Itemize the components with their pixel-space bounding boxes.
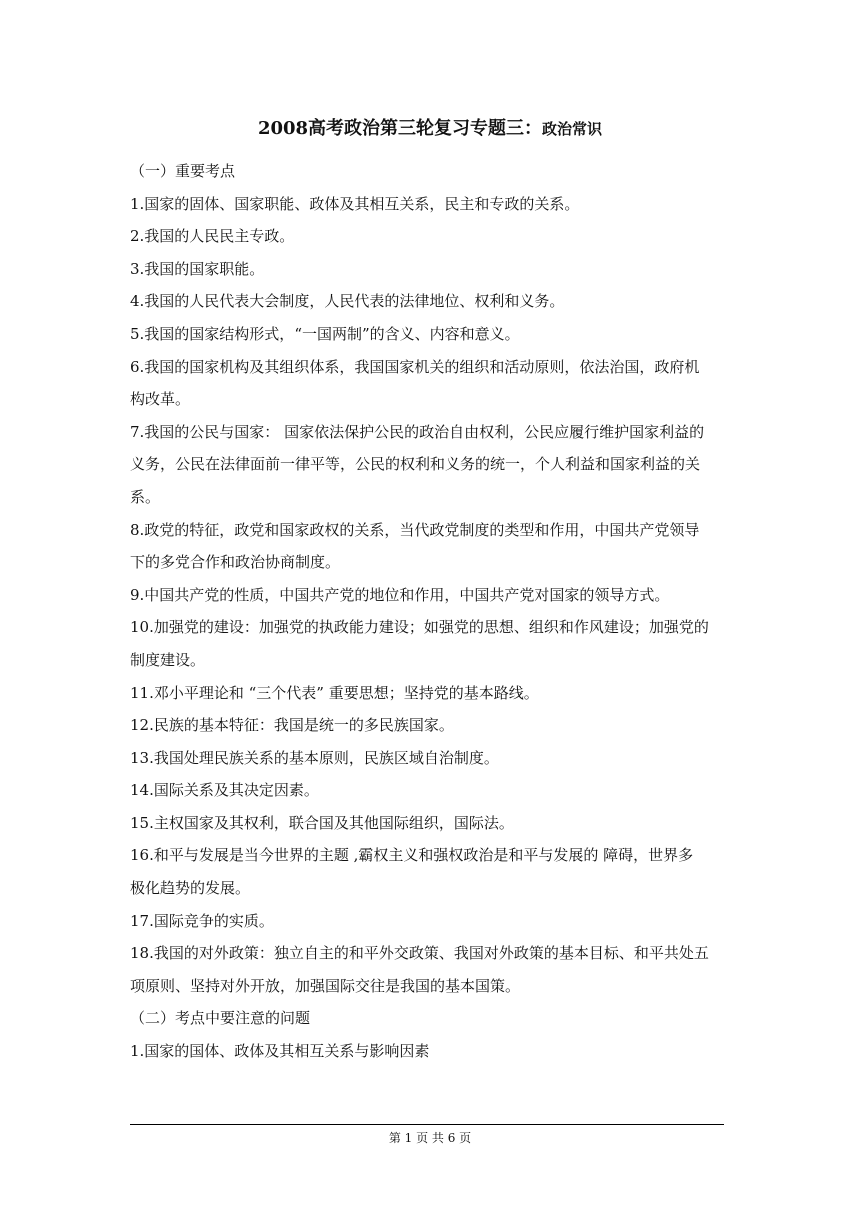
title-sub: 政治常识 (542, 120, 603, 138)
text-line: 11.邓小平理论和 “三个代表” 重要思想；坚持党的基本路线。 (130, 683, 539, 702)
text-line: 6.我国的国家机构及其组织体系，我国国家机关的组织和活动原则，依法治国，政府机 (130, 357, 700, 376)
page-title (0, 117, 860, 141)
text-line: 16.和平与发展是当今世界的主题 ,霸权主义和强权政治是和平与发展的 障碍，世界多 (130, 846, 694, 865)
text-line: 1.国家的固体、国家职能、政体及其相互关系，民主和专政的关系。 (130, 194, 580, 213)
text-line: 9.中国共产党的性质，中国共产党的地位和作用，中国共产党对国家的领导方式。 (130, 585, 670, 604)
text-line: 15.主权国家及其权利，联合国及其他国际组织，国际法。 (130, 813, 514, 832)
text-line: 2.我国的人民民主专政。 (130, 227, 295, 246)
text-line: 下的多党合作和政治协商制度。 (130, 553, 341, 572)
title-main: 2008高考政治第三轮复习专题三： (257, 118, 543, 139)
text-line: 8.政党的特征，政党和国家政权的关系，当代政党制度的类型和作用，中国共产党领导 (130, 520, 700, 539)
text-line: 构改革。 (130, 390, 191, 409)
text-line: （一）重要考点 (130, 162, 236, 180)
text-line: 制度建设。 (130, 650, 206, 669)
text-line: 7.我国的公民与国家： 国家依法保护公民的政治自由权利，公民应履行维护国家利益的 (130, 422, 705, 441)
footer-divider (130, 1124, 724, 1125)
text-line: 12.民族的基本特征：我国是统一的多民族国家。 (130, 716, 454, 735)
text-line: 17.国际竞争的实质。 (130, 911, 274, 930)
text-line: （二）考点中要注意的问题 (130, 1009, 311, 1028)
text-line: 14.国际关系及其决定因素。 (130, 781, 319, 800)
text-line: 系。 (130, 487, 161, 506)
text-line: 项原则、坚持对外开放，加强国际交往是我国的基本国策。 (130, 976, 521, 995)
text-line: 义务，公民在法律面前一律平等，公民的权利和义务的统一，个人利益和国家利益的关 (130, 455, 701, 474)
text-line: 极化趋势的发展。 (130, 879, 251, 898)
text-line: 4.我国的人民代表大会制度，人民代表的法律地位、权利和义务。 (130, 292, 565, 311)
page-footer: 第 1 页 共 6 页 (388, 1131, 472, 1145)
document-body (130, 155, 730, 1068)
text-line: 3.我国的国家职能。 (130, 259, 265, 278)
text-line: 5.我国的国家结构形式，“一国两制”的含义、内容和意义。 (130, 324, 520, 343)
text-line: 1.国家的国体、政体及其相互关系与影响因素 (130, 1042, 430, 1061)
text-line: 13.我国处理民族关系的基本原则，民族区域自治制度。 (130, 748, 499, 767)
text-line: 18.我国的对外政策：独立自主的和平外交政策、我国对外政策的基本目标、和平共处五 (130, 944, 709, 963)
text-line: 10.加强党的建设：加强党的执政能力建设；如强党的思想、组织和作风建设；加强党的 (130, 618, 709, 637)
